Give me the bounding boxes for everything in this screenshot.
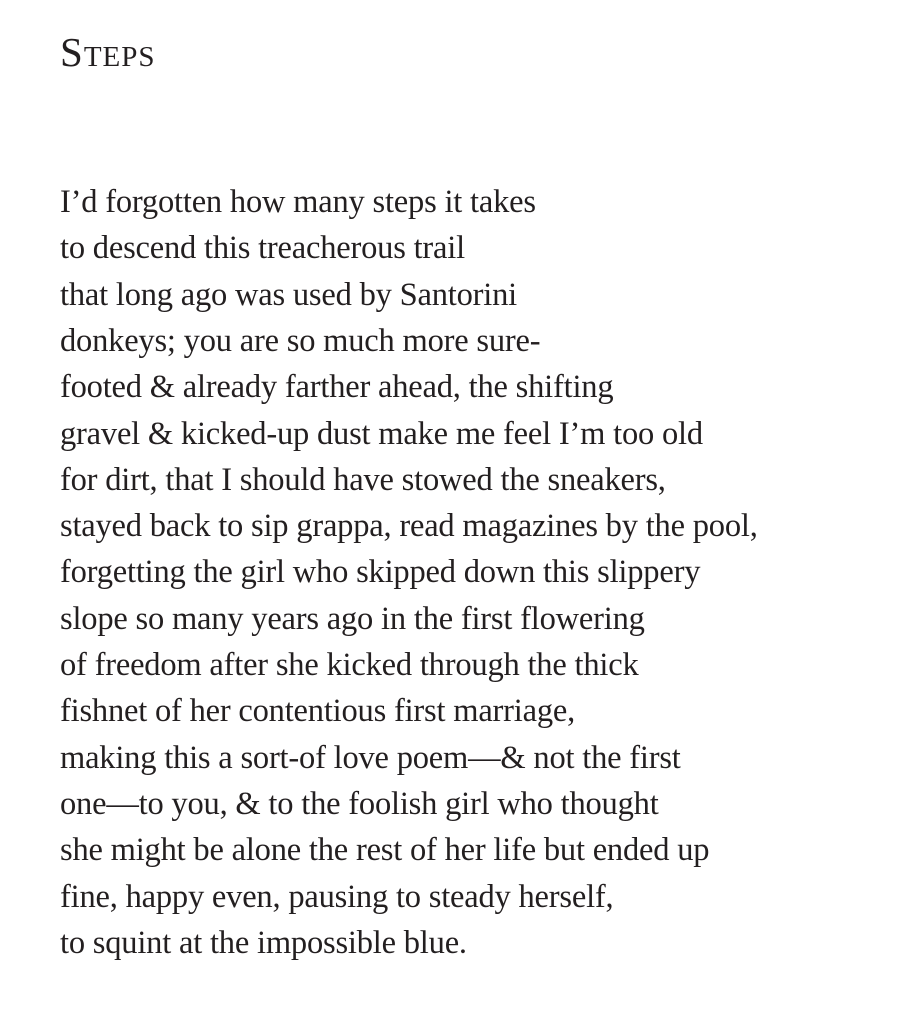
poem-line: of freedom after she kicked through the thick <box>60 647 639 684</box>
poem-title: Steps <box>60 29 156 75</box>
poem-line: gravel & kicked-up dust make me feel I’m too old <box>60 415 703 452</box>
poem-line: I’d forgotten how many steps it takes <box>60 184 536 221</box>
poem-body <box>60 179 912 966</box>
poem-line: she might be alone the rest of her life but ended up <box>60 832 710 869</box>
poem-line: fine, happy even, pausing to steady herself, <box>60 878 614 915</box>
poem-line: footed & already farther ahead, the shifting <box>60 369 614 406</box>
poem-line: to descend this treacherous trail <box>60 230 465 267</box>
poem-line: that long ago was used by Santorini <box>60 276 517 313</box>
poem-line: making this a sort-of love poem—& not the first <box>60 739 681 776</box>
poem-line: for dirt, that I should have stowed the sneakers, <box>60 461 666 498</box>
poem-line: fishnet of her contentious first marriage, <box>60 693 576 730</box>
poem-line: to squint at the impossible blue. <box>60 924 467 961</box>
poem-line: stayed back to sip grappa, read magazines by the pool, <box>60 508 758 545</box>
poem-line: forgetting the girl who skipped down this slippery <box>60 554 701 591</box>
poem-line: one—to you, & to the foolish girl who thought <box>60 785 659 822</box>
poem-line: donkeys; you are so much more sure- <box>60 322 541 359</box>
poem-line: slope so many years ago in the first flowering <box>60 600 645 637</box>
